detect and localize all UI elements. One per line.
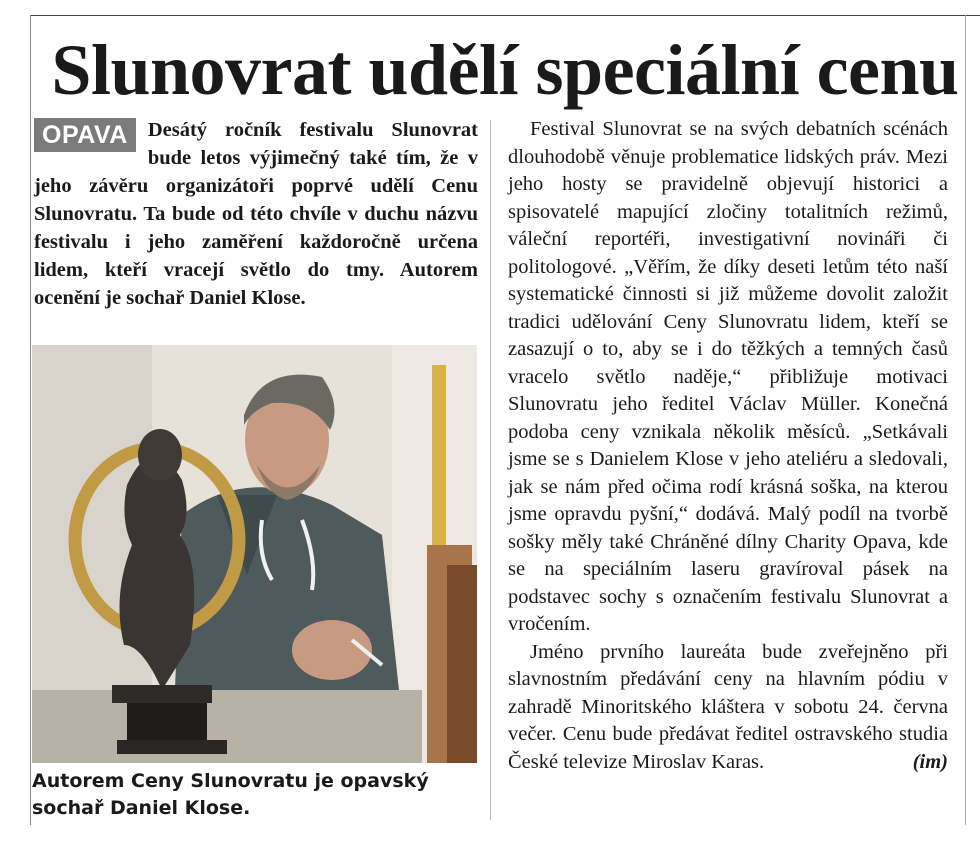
top-rule	[30, 15, 980, 16]
column-divider	[490, 120, 491, 820]
lead-text: Desátý ročník festivalu Slunovrat bude letos výjimečný také tím, že v jeho závěru organizátoři poprvé udělí Cenu Slunovratu. Ta bude od této chvíle v duchu názvu festivalu i jeho zaměření každoročně určena lidem, kteří vracejí světlo do tmy. Autorem ocenění je sochař Daniel Klose.	[34, 119, 478, 309]
lead-paragraph	[34, 116, 478, 312]
right-rule	[965, 15, 966, 825]
left-rule	[30, 15, 31, 825]
author-signature: (im)	[912, 751, 948, 773]
headline: Slunovrat udělí speciální cenu	[51, 30, 959, 110]
body-paragraph-1: Festival Slunovrat se na svých debatních scénách dlouhodobě věnuje problematice lidských práv. Mezi jeho hosty se pravidelně objevují historici a spisovatelé mapující zločiny totalitních režimů, váleční reportéři, investigativní novináři či politologové. „Věřím, že díky deseti letům této naší systematické činnosti si již můžeme dovolit založit tradici udělování Ceny Slunovratu lidem, kteří se zasazují o to, aby se i do těžkých a temných časů vracelo světlo naděje,“ přibližuje motivaci Slunovratu jeho ředitel Václav Müller. Konečná podoba ceny vznikala několik měsíců. „Setkávali jsme se s Danielem Klose v jeho ateliéru a sledovali, jak se nám před očima rodí krásná soška, na kterou jsme opravdu pyšní,“ dodává. Malý podíl na tvorbě sošky měly také Chráněné dílny Charity Opava, kde se na speciálním laseru gravíroval pásek na podstavec sochy s označením festivalu Slunovrat a vročením.	[508, 118, 948, 635]
article-body	[508, 116, 948, 777]
photo-caption: Autorem Ceny Slunovratu je opavský sochař Daniel Klose.	[32, 770, 429, 819]
body-paragraph-2: Jméno prvního laureáta bude zveřejněno při slavnostním předávání ceny na hlavním pódiu v zahradě Minoritského kláštera v sobotu 24. června večer. Cenu bude předávat ředitel ostravského studia České televize Miroslav Karas.	[508, 640, 948, 773]
photo-illustration	[32, 345, 477, 763]
dateline-badge: OPAVA	[34, 118, 136, 152]
article-photo	[32, 345, 477, 763]
